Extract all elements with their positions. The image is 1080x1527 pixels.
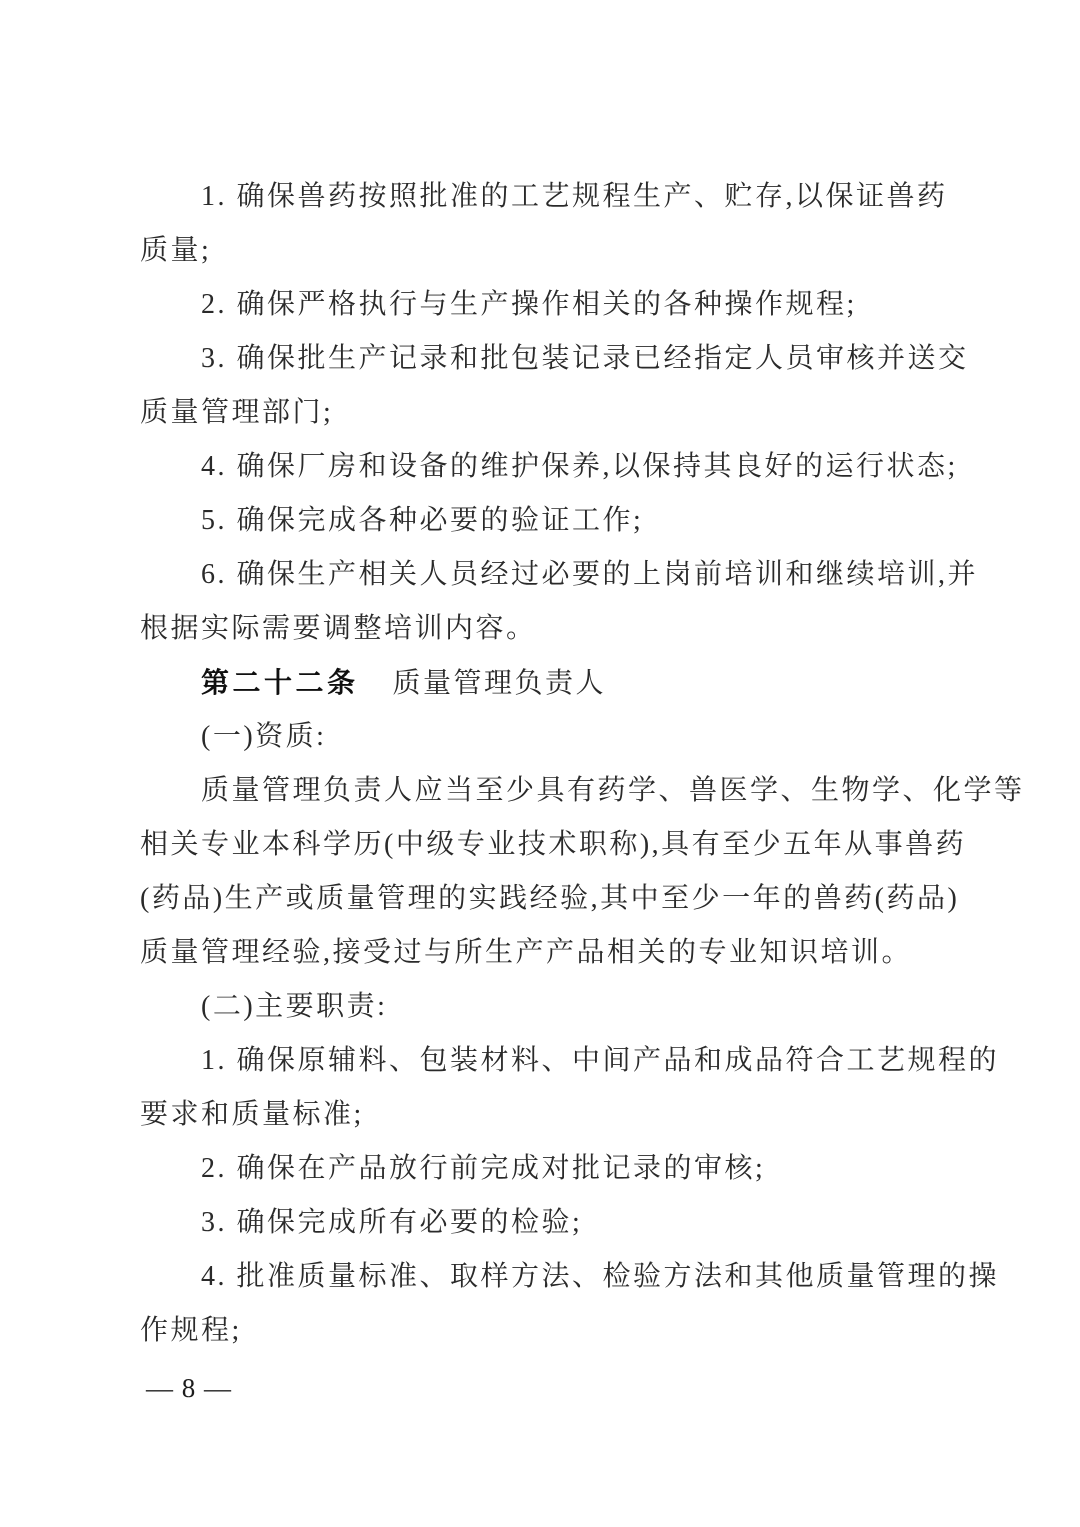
text-segment: 作规程; bbox=[140, 1315, 242, 1346]
text-line bbox=[140, 926, 955, 980]
text-line bbox=[140, 224, 955, 278]
text-line bbox=[140, 170, 955, 224]
text-line bbox=[140, 548, 979, 602]
text-line bbox=[140, 656, 955, 710]
text-line bbox=[140, 1304, 955, 1358]
text-line bbox=[140, 1088, 955, 1142]
text-segment: 5. 确保完成各种必要的验证工作; bbox=[201, 505, 644, 536]
text-segment: 6. 确保生产相关人员经过必要的上岗前培训和继续培训,并 bbox=[201, 559, 979, 590]
text-line bbox=[140, 1196, 955, 1250]
text-segment: 根据实际需要调整培训内容。 bbox=[140, 613, 537, 644]
text-line bbox=[140, 818, 967, 872]
text-segment: 质量管理经验,接受过与所生产产品相关的专业知识培训。 bbox=[140, 937, 913, 968]
text-line bbox=[140, 278, 955, 332]
text-segment: (二)主要职责: bbox=[201, 991, 388, 1022]
document-body bbox=[140, 170, 1025, 1358]
text-segment: 4. 批准质量标准、取样方法、检验方法和其他质量管理的操 bbox=[201, 1261, 1000, 1292]
text-line bbox=[140, 602, 955, 656]
text-segment: 要求和质量标准; bbox=[140, 1099, 364, 1130]
text-line bbox=[140, 386, 955, 440]
text-segment: 2. 确保严格执行与生产操作相关的各种操作规程; bbox=[201, 289, 857, 320]
text-segment: 质量; bbox=[140, 235, 212, 266]
text-line bbox=[140, 440, 958, 494]
text-line bbox=[140, 494, 955, 548]
text-segment: 3. 确保批生产记录和批包装记录已经指定人员审核并送交 bbox=[201, 343, 969, 374]
text-segment: 4. 确保厂房和设备的维护保养,以保持其良好的运行状态; bbox=[201, 451, 958, 482]
text-segment: 2. 确保在产品放行前完成对批记录的审核; bbox=[201, 1153, 766, 1184]
text-line bbox=[140, 980, 955, 1034]
text-segment: 相关专业本科学历(中级专业技术职称),具有至少五年从事兽药 bbox=[140, 829, 967, 860]
text-line bbox=[140, 872, 960, 926]
text-line bbox=[140, 710, 955, 764]
text-segment: (药品)生产或质量管理的实践经验,其中至少一年的兽药(药品) bbox=[140, 883, 960, 914]
text-segment: 质量管理负责人应当至少具有药学、兽医学、生物学、化学等 bbox=[201, 775, 1025, 806]
article-heading: 第二十二条 bbox=[201, 667, 359, 698]
text-segment: 1. 确保兽药按照批准的工艺规程生产、贮存,以保证兽药 bbox=[201, 181, 948, 212]
text-segment: 质量管理部门; bbox=[140, 397, 334, 428]
text-line bbox=[140, 1142, 955, 1196]
text-line bbox=[140, 332, 969, 386]
text-line bbox=[140, 764, 1025, 818]
text-segment: 1. 确保原辅料、包装材料、中间产品和成品符合工艺规程的 bbox=[201, 1045, 1000, 1076]
page-number: — 8 — bbox=[146, 1373, 232, 1403]
text-segment: (一)资质: bbox=[201, 721, 327, 752]
text-segment: 3. 确保完成所有必要的检验; bbox=[201, 1207, 583, 1238]
text-line bbox=[140, 1034, 1000, 1088]
text-line bbox=[140, 1250, 1000, 1304]
text-segment: 质量管理负责人 bbox=[392, 668, 607, 699]
